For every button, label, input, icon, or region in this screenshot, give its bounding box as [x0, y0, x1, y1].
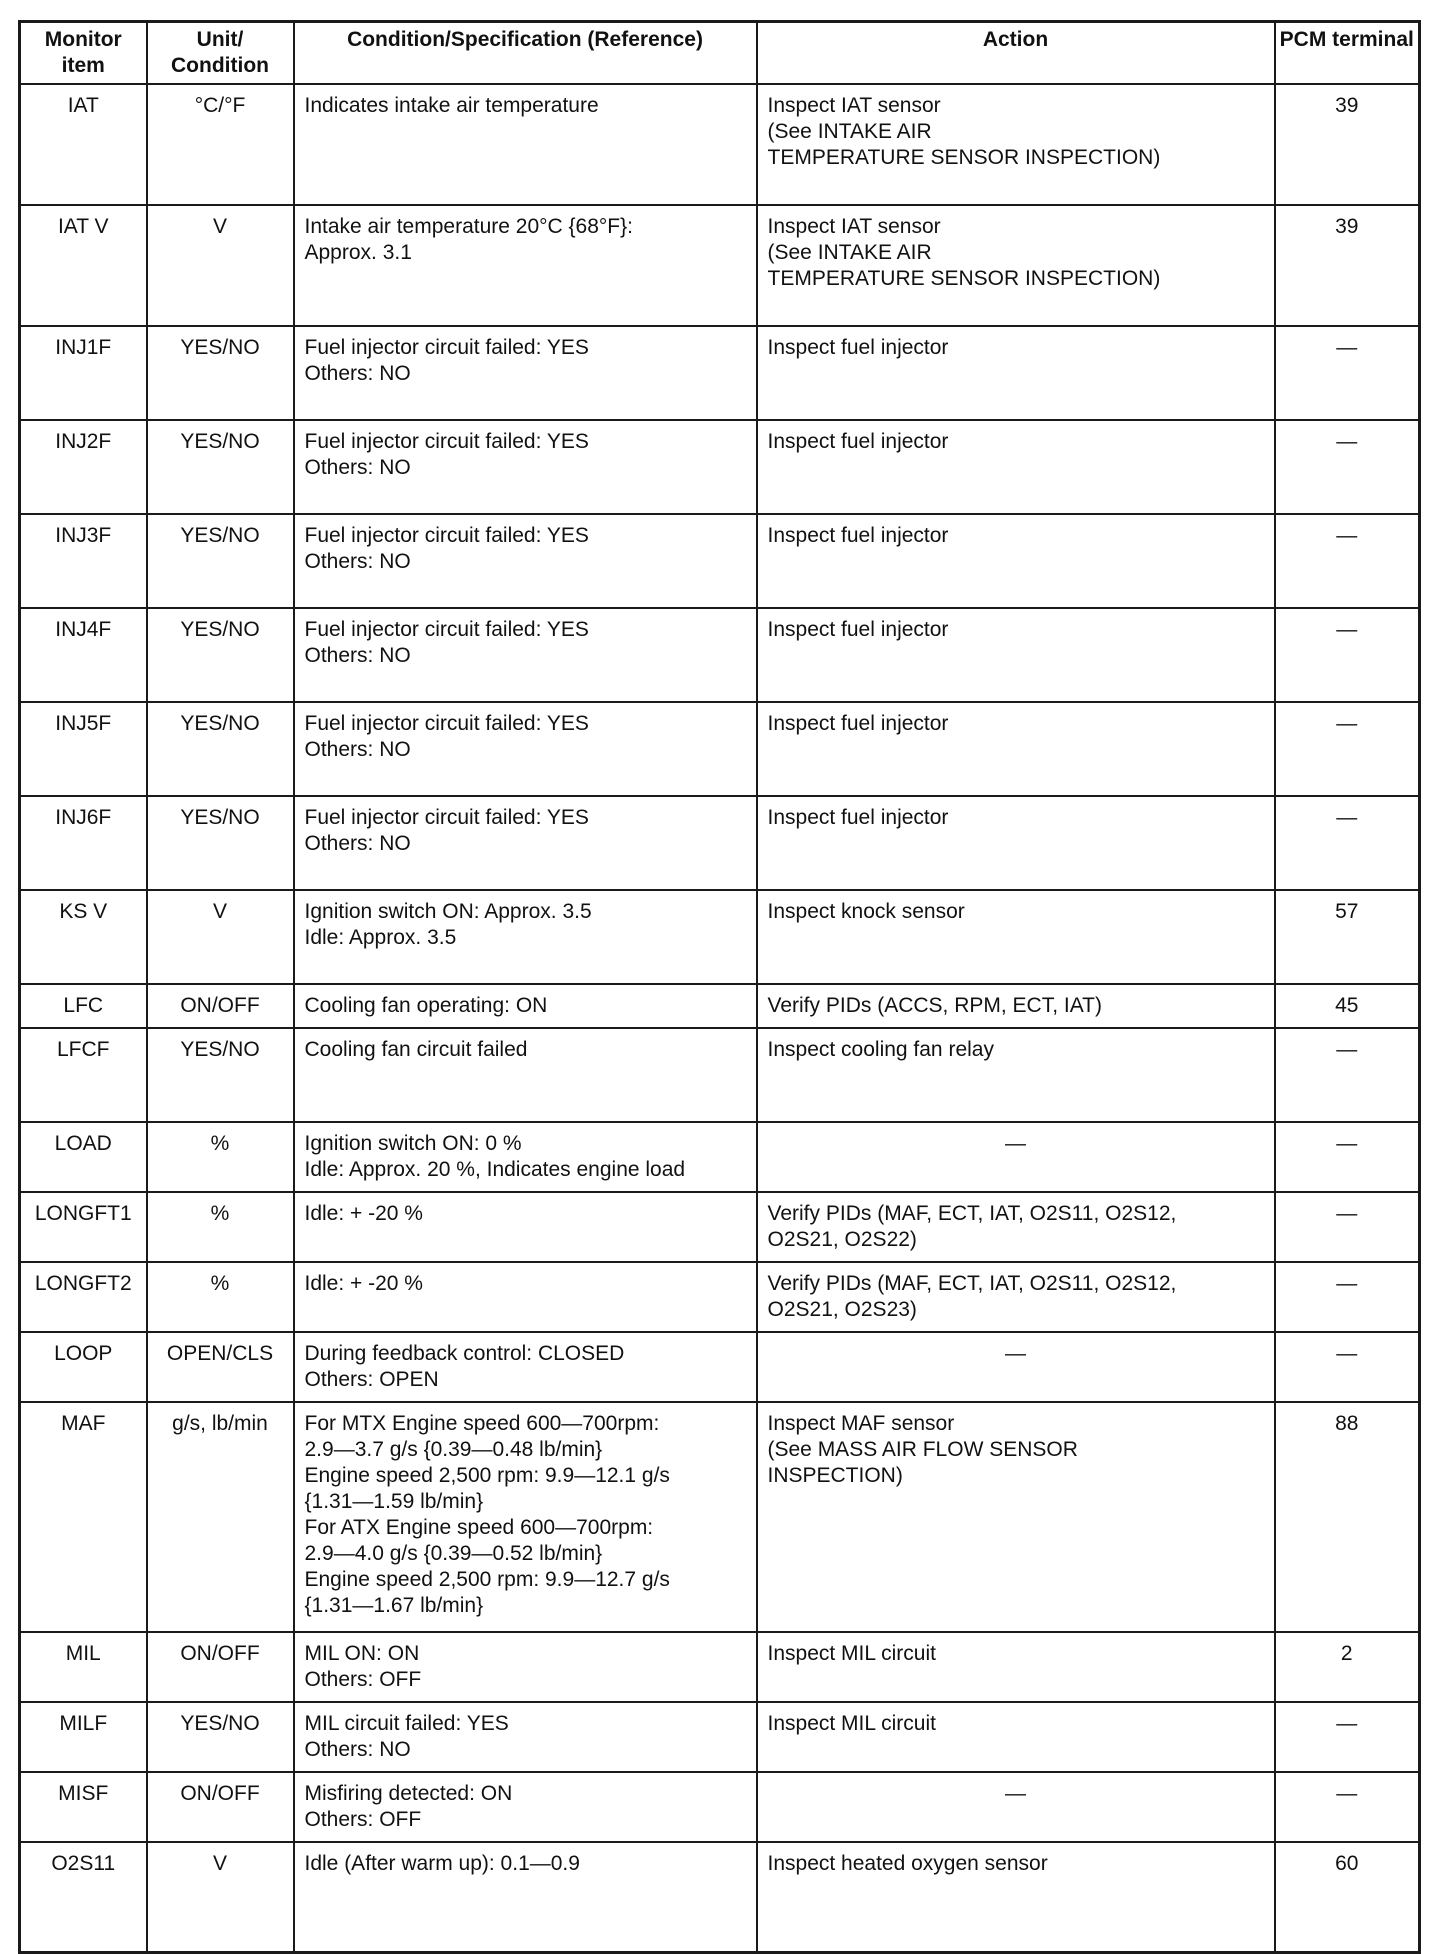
cell-monitor-item: MISF — [20, 1772, 147, 1842]
cell-pcm-terminal: — — [1275, 608, 1420, 702]
cell-pcm-terminal: 2 — [1275, 1632, 1420, 1702]
cell-unit: ON/OFF — [147, 984, 294, 1028]
cell-unit: YES/NO — [147, 1028, 294, 1122]
cell-monitor-item: MILF — [20, 1702, 147, 1772]
cell-action: Inspect MIL circuit — [757, 1702, 1275, 1772]
cell-condition: Fuel injector circuit failed: YES Others: NO — [294, 608, 757, 702]
cell-monitor-item: INJ6F — [20, 796, 147, 890]
cell-condition: During feedback control: CLOSED Others: OPEN — [294, 1332, 757, 1402]
cell-action: Inspect fuel injector — [757, 514, 1275, 608]
cell-action: Inspect fuel injector — [757, 608, 1275, 702]
cell-condition: Fuel injector circuit failed: YES Others: NO — [294, 420, 757, 514]
cell-pcm-terminal: — — [1275, 1772, 1420, 1842]
cell-unit: % — [147, 1192, 294, 1262]
cell-monitor-item: IAT V — [20, 205, 147, 326]
cell-pcm-terminal: — — [1275, 326, 1420, 420]
header-pcm-terminal: PCM terminal — [1275, 22, 1420, 85]
table-row — [20, 420, 1420, 514]
cell-unit: °C/°F — [147, 84, 294, 205]
cell-unit: V — [147, 890, 294, 984]
cell-action: Inspect fuel injector — [757, 702, 1275, 796]
cell-pcm-terminal: 57 — [1275, 890, 1420, 984]
cell-action: Inspect fuel injector — [757, 326, 1275, 420]
cell-monitor-item: INJ1F — [20, 326, 147, 420]
cell-pcm-terminal: — — [1275, 702, 1420, 796]
cell-action: Inspect MAF sensor (See MASS AIR FLOW SENSOR INSPECTION) — [757, 1402, 1275, 1632]
cell-action: Inspect MIL circuit — [757, 1632, 1275, 1702]
cell-monitor-item: INJ2F — [20, 420, 147, 514]
cell-monitor-item: LFCF — [20, 1028, 147, 1122]
cell-condition: Fuel injector circuit failed: YES Others: NO — [294, 514, 757, 608]
table-row — [20, 1122, 1420, 1192]
cell-pcm-terminal: — — [1275, 514, 1420, 608]
cell-condition: MIL circuit failed: YES Others: NO — [294, 1702, 757, 1772]
cell-monitor-item: INJ3F — [20, 514, 147, 608]
cell-condition: Idle: + -20 % — [294, 1262, 757, 1332]
table-row — [20, 1772, 1420, 1842]
cell-monitor-item: LOOP — [20, 1332, 147, 1402]
cell-unit: YES/NO — [147, 608, 294, 702]
table-row — [20, 1192, 1420, 1262]
table-row — [20, 1262, 1420, 1332]
cell-condition: Misfiring detected: ON Others: OFF — [294, 1772, 757, 1842]
cell-action: — — [757, 1332, 1275, 1402]
cell-pcm-terminal: 45 — [1275, 984, 1420, 1028]
cell-monitor-item: IAT — [20, 84, 147, 205]
cell-action: Verify PIDs (MAF, ECT, IAT, O2S11, O2S12, O2S21, O2S22) — [757, 1192, 1275, 1262]
cell-unit: YES/NO — [147, 326, 294, 420]
cell-pcm-terminal: — — [1275, 420, 1420, 514]
cell-monitor-item: MIL — [20, 1632, 147, 1702]
cell-action: Inspect fuel injector — [757, 796, 1275, 890]
cell-pcm-terminal: — — [1275, 796, 1420, 890]
header-row — [20, 22, 1420, 85]
cell-pcm-terminal: — — [1275, 1262, 1420, 1332]
cell-condition: Ignition switch ON: 0 % Idle: Approx. 20 %, Indicates engine load — [294, 1122, 757, 1192]
cell-pcm-terminal: 88 — [1275, 1402, 1420, 1632]
cell-monitor-item: KS V — [20, 890, 147, 984]
cell-action: Inspect fuel injector — [757, 420, 1275, 514]
cell-action: Verify PIDs (MAF, ECT, IAT, O2S11, O2S12, O2S21, O2S23) — [757, 1262, 1275, 1332]
cell-action: Inspect cooling fan relay — [757, 1028, 1275, 1122]
cell-pcm-terminal: — — [1275, 1122, 1420, 1192]
header-unit-condition: Unit/ Condition — [147, 22, 294, 85]
cell-condition: Intake air temperature 20°C {68°F}: Approx. 3.1 — [294, 205, 757, 326]
table-row — [20, 326, 1420, 420]
cell-pcm-terminal: — — [1275, 1332, 1420, 1402]
cell-condition: Fuel injector circuit failed: YES Others: NO — [294, 796, 757, 890]
cell-action: Inspect heated oxygen sensor — [757, 1842, 1275, 1952]
pid-monitor-sheet — [18, 20, 1418, 1954]
cell-unit: OPEN/CLS — [147, 1332, 294, 1402]
cell-pcm-terminal: 60 — [1275, 1842, 1420, 1952]
table-row — [20, 1402, 1420, 1632]
cell-unit: % — [147, 1122, 294, 1192]
cell-unit: ON/OFF — [147, 1632, 294, 1702]
header-action: Action — [757, 22, 1275, 85]
table-row — [20, 84, 1420, 205]
table-row — [20, 205, 1420, 326]
cell-unit: V — [147, 205, 294, 326]
cell-monitor-item: LONGFT2 — [20, 1262, 147, 1332]
cell-unit: YES/NO — [147, 796, 294, 890]
cell-condition: Cooling fan operating: ON — [294, 984, 757, 1028]
cell-monitor-item: LONGFT1 — [20, 1192, 147, 1262]
cell-pcm-terminal: — — [1275, 1192, 1420, 1262]
cell-unit: V — [147, 1842, 294, 1952]
cell-monitor-item: LFC — [20, 984, 147, 1028]
table-row — [20, 1332, 1420, 1402]
cell-unit: YES/NO — [147, 420, 294, 514]
cell-monitor-item: INJ4F — [20, 608, 147, 702]
cell-monitor-item: LOAD — [20, 1122, 147, 1192]
cell-action: — — [757, 1772, 1275, 1842]
cell-condition: MIL ON: ON Others: OFF — [294, 1632, 757, 1702]
table-row — [20, 796, 1420, 890]
cell-unit: % — [147, 1262, 294, 1332]
cell-pcm-terminal: 39 — [1275, 84, 1420, 205]
cell-condition: Fuel injector circuit failed: YES Others: NO — [294, 702, 757, 796]
table-row — [20, 702, 1420, 796]
cell-pcm-terminal: — — [1275, 1702, 1420, 1772]
cell-condition: Indicates intake air temperature — [294, 84, 757, 205]
table-row — [20, 1842, 1420, 1952]
cell-action: Inspect IAT sensor (See INTAKE AIR TEMPERATURE SENSOR INSPECTION) — [757, 205, 1275, 326]
table-row — [20, 514, 1420, 608]
cell-unit: YES/NO — [147, 514, 294, 608]
cell-monitor-item: O2S11 — [20, 1842, 147, 1952]
cell-unit: YES/NO — [147, 702, 294, 796]
cell-monitor-item: INJ5F — [20, 702, 147, 796]
table-row — [20, 1632, 1420, 1702]
table-row — [20, 890, 1420, 984]
header-monitor-item: Monitor item — [20, 22, 147, 85]
cell-condition: Ignition switch ON: Approx. 3.5 Idle: Approx. 3.5 — [294, 890, 757, 984]
header-condition-spec: Condition/Specification (Reference) — [294, 22, 757, 85]
cell-action: Verify PIDs (ACCS, RPM, ECT, IAT) — [757, 984, 1275, 1028]
table-row — [20, 1702, 1420, 1772]
cell-unit: ON/OFF — [147, 1772, 294, 1842]
table-row — [20, 608, 1420, 702]
pid-monitor-table — [18, 20, 1421, 1954]
table-row — [20, 1028, 1420, 1122]
cell-condition: Idle: + -20 % — [294, 1192, 757, 1262]
cell-condition: Cooling fan circuit failed — [294, 1028, 757, 1122]
cell-action: Inspect knock sensor — [757, 890, 1275, 984]
table-row — [20, 984, 1420, 1028]
cell-condition: For MTX Engine speed 600—700rpm: 2.9—3.7 g/s {0.39—0.48 lb/min} Engine speed 2,500 rpm: 9.9—12.1 g/s {1.31—1.59 lb/min} For ATX Engine speed 600—700rpm: 2.9—4.0 g/s {0.39—0.52 lb/min} Engine speed 2,500 rpm: 9.9—12.7 g/s {1.31—1.67 lb/min} — [294, 1402, 757, 1632]
cell-condition: Idle (After warm up): 0.1—0.9 — [294, 1842, 757, 1952]
cell-pcm-terminal: 39 — [1275, 205, 1420, 326]
cell-action: Inspect IAT sensor (See INTAKE AIR TEMPERATURE SENSOR INSPECTION) — [757, 84, 1275, 205]
cell-condition: Fuel injector circuit failed: YES Others: NO — [294, 326, 757, 420]
cell-unit: g/s, lb/min — [147, 1402, 294, 1632]
cell-monitor-item: MAF — [20, 1402, 147, 1632]
cell-unit: YES/NO — [147, 1702, 294, 1772]
cell-action: — — [757, 1122, 1275, 1192]
cell-pcm-terminal: — — [1275, 1028, 1420, 1122]
